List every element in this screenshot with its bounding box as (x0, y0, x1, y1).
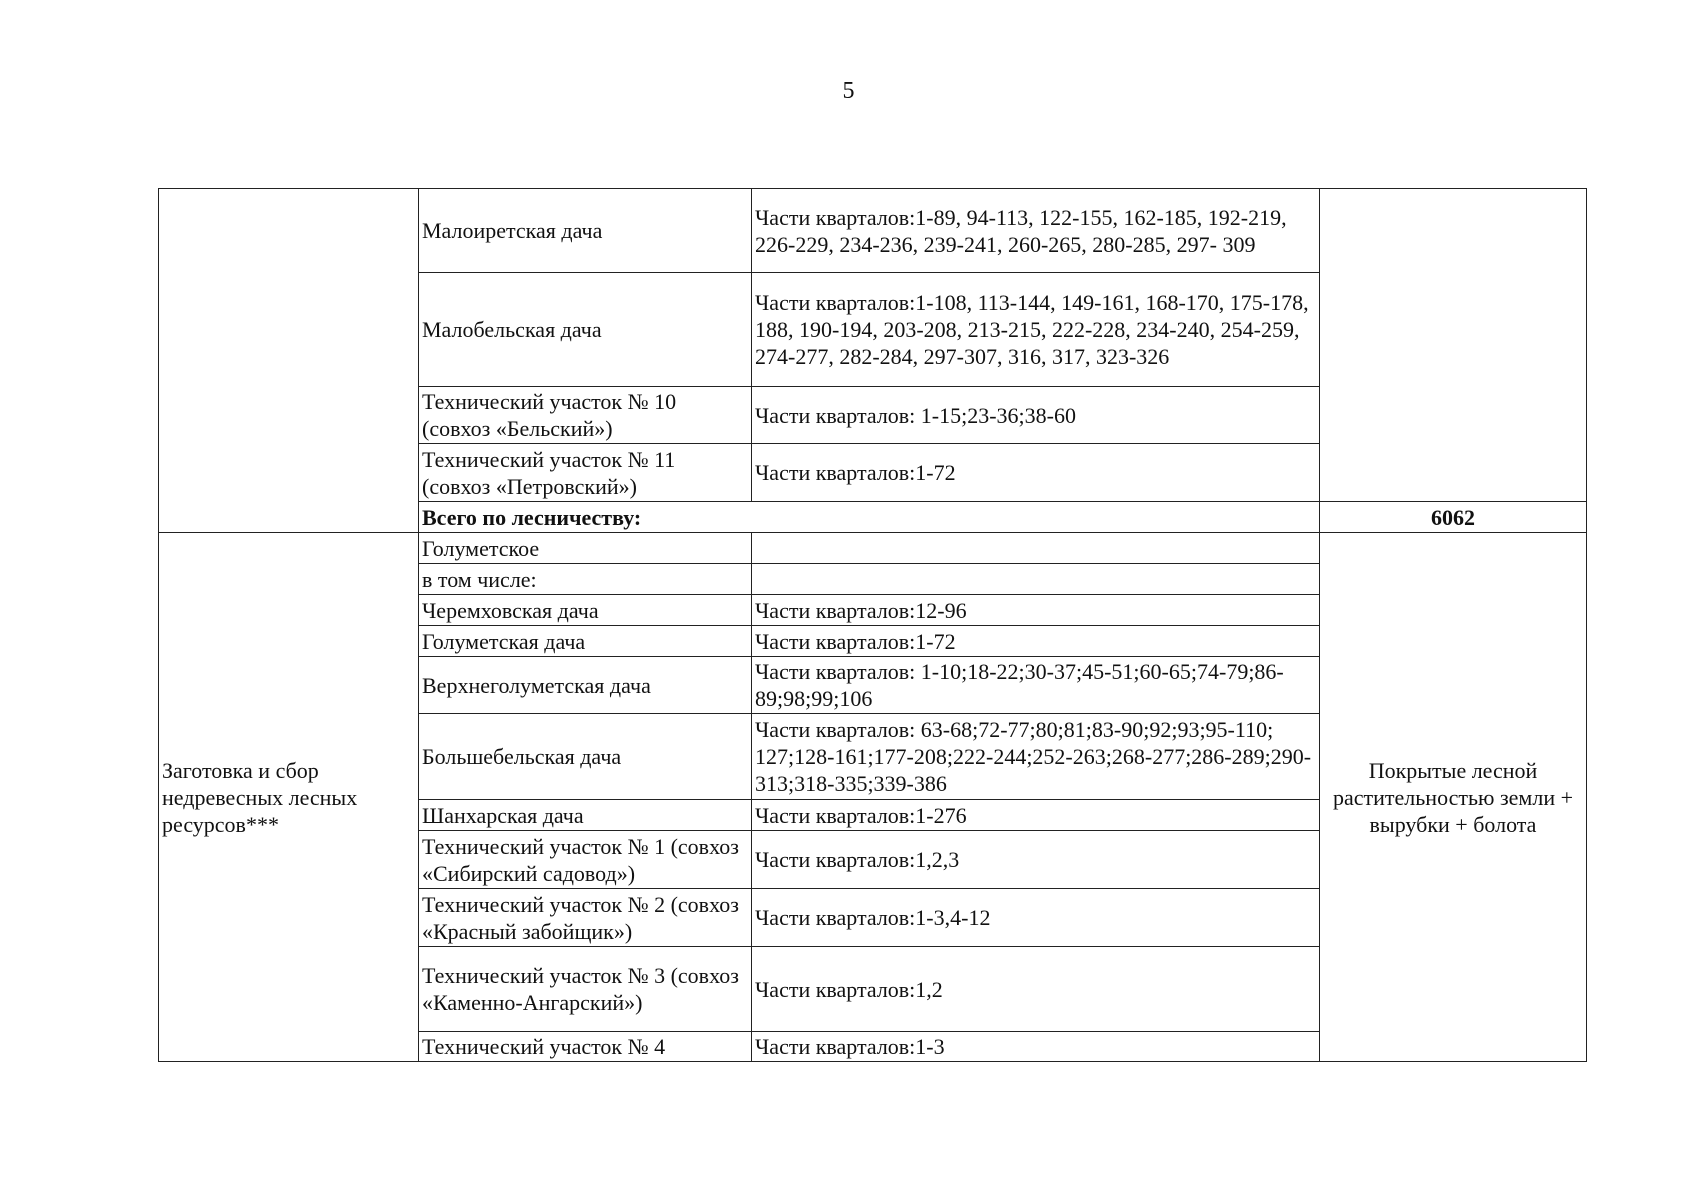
forest-name-cell: Черемховская дача (419, 595, 752, 626)
total-value: 6062 (1320, 502, 1587, 533)
quarters-cell: Части кварталов: 1-10;18-22;30-37;45-51;60-65;74-79;86-89;98;99;106 (752, 657, 1320, 714)
activity-cell-empty (159, 189, 419, 533)
forest-name-cell: Технический участок № 4 (419, 1032, 752, 1062)
forest-name-cell: Малоиретская дача (419, 189, 752, 273)
forest-name-cell: Верхнеголуметская дача (419, 657, 752, 714)
forest-quarters-table (158, 188, 1587, 1062)
forest-name-cell: Голуметская дача (419, 626, 752, 657)
forest-name-cell: Технический участок № 10 (совхоз «Бельский») (419, 387, 752, 444)
table-row (159, 533, 1587, 564)
forest-name-cell: Голуметское (419, 533, 752, 564)
quarters-cell: Части кварталов:1-89, 94-113, 122-155, 162-185, 192-219, 226-229, 234-236, 239-241, 260-265, 280-285, 297- 309 (752, 189, 1320, 273)
quarters-cell: Части кварталов:1-276 (752, 800, 1320, 831)
quarters-cell: Части кварталов:12-96 (752, 595, 1320, 626)
quarters-cell: Части кварталов:1,2,3 (752, 831, 1320, 889)
forest-name-cell: Технический участок № 11 (совхоз «Петровский») (419, 444, 752, 502)
quarters-cell: Части кварталов:1-3,4-12 (752, 889, 1320, 947)
quarters-cell (752, 564, 1320, 595)
forest-name-cell: Шанхарская дача (419, 800, 752, 831)
quarters-cell: Части кварталов:1-72 (752, 444, 1320, 502)
total-label: Всего по лесничеству: (419, 502, 1320, 533)
quarters-cell: Части кварталов:1-3 (752, 1032, 1320, 1062)
land-type-cell-empty (1320, 189, 1587, 502)
forest-name-cell: Большебельская дача (419, 714, 752, 800)
quarters-cell (752, 533, 1320, 564)
forest-name-cell: Технический участок № 3 (совхоз «Каменно-Ангарский») (419, 947, 752, 1032)
forest-name-cell: Технический участок № 2 (совхоз «Красный забойщик») (419, 889, 752, 947)
table-row (159, 189, 1587, 273)
quarters-cell: Части кварталов: 63-68;72-77;80;81;83-90;92;93;95-110; 127;128-161;177-208;222-244;252-263;268-277;286-289;290-313;318-335;339-386 (752, 714, 1320, 800)
activity-cell: Заготовка и сбор недревесных лесных ресурсов*** (159, 533, 419, 1062)
quarters-cell: Части кварталов:1-108, 113-144, 149-161, 168-170, 175-178, 188, 190-194, 203-208, 213-215, 222-228, 234-240, 254-259, 274-277, 282-284, 297-307, 316, 317, 323-326 (752, 273, 1320, 387)
land-type-cell: Покрытые лесной растительностью земли + вырубки + болота (1320, 533, 1587, 1062)
quarters-cell: Части кварталов:1-72 (752, 626, 1320, 657)
forest-name-cell: в том числе: (419, 564, 752, 595)
quarters-cell: Части кварталов: 1-15;23-36;38-60 (752, 387, 1320, 444)
quarters-cell: Части кварталов:1,2 (752, 947, 1320, 1032)
forest-name-cell: Технический участок № 1 (совхоз «Сибирский садовод») (419, 831, 752, 889)
forest-name-cell: Малобельская дача (419, 273, 752, 387)
page-number: 5 (842, 78, 855, 104)
